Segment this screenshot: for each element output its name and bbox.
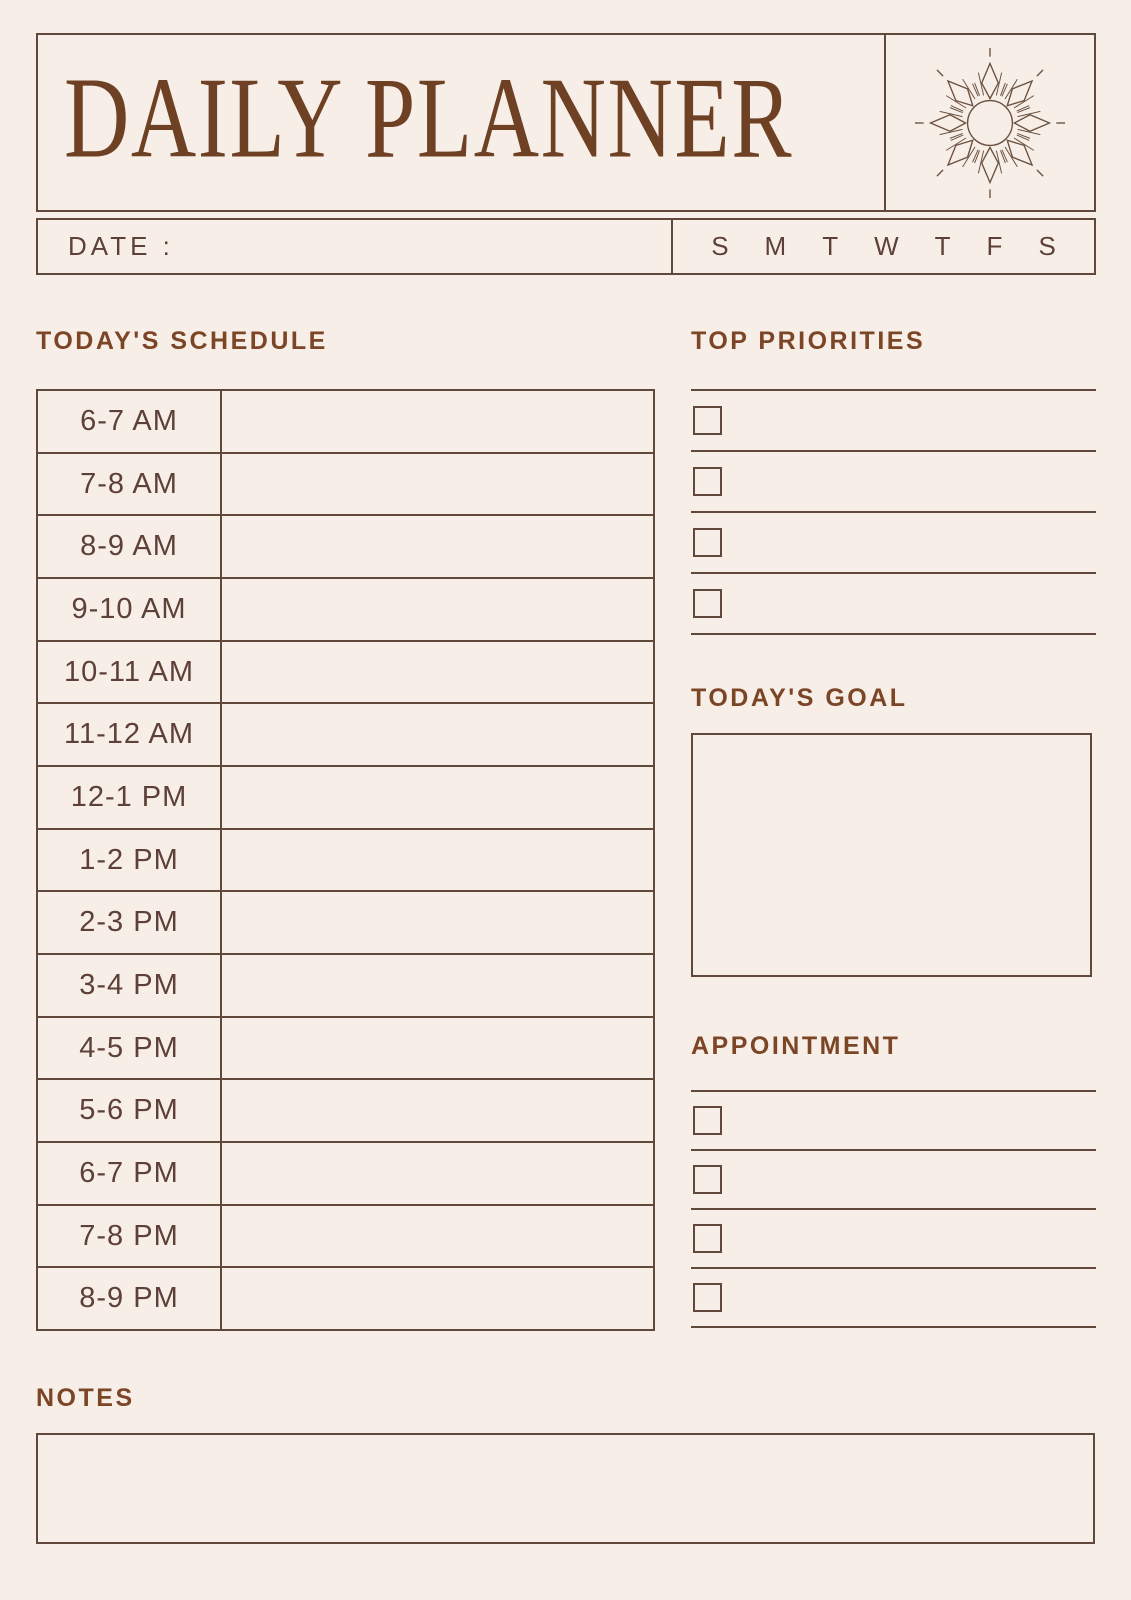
appointment-row (691, 1210, 1096, 1269)
schedule-time-label: 10-11 AM (38, 642, 222, 703)
priority-checkbox[interactable] (693, 589, 722, 618)
appointment-checkbox[interactable] (693, 1283, 722, 1312)
priority-write-line[interactable] (722, 452, 1096, 511)
appointment-write-line[interactable] (722, 1151, 1096, 1208)
schedule-row (38, 391, 653, 454)
schedule-time-label: 12-1 PM (38, 767, 222, 828)
day-letter[interactable]: S (1038, 231, 1056, 261)
goal-heading: TODAY'S GOAL (691, 684, 908, 712)
appointment-write-line[interactable] (722, 1269, 1096, 1326)
header (36, 33, 1096, 212)
schedule-row (38, 642, 653, 705)
priority-write-line[interactable] (722, 391, 1096, 450)
schedule-task-cell[interactable] (222, 1018, 653, 1079)
schedule-row (38, 1268, 653, 1329)
day-letter[interactable]: S (711, 231, 729, 261)
appointment-list (691, 1090, 1096, 1328)
date-row (36, 218, 1096, 275)
schedule-task-cell[interactable] (222, 1143, 653, 1204)
schedule-row (38, 955, 653, 1018)
schedule-time-label: 7-8 PM (38, 1206, 222, 1267)
priority-row (691, 391, 1096, 452)
schedule-time-label: 9-10 AM (38, 579, 222, 640)
schedule-row (38, 704, 653, 767)
schedule-row (38, 1080, 653, 1143)
schedule-task-cell[interactable] (222, 767, 653, 828)
schedule-task-cell[interactable] (222, 454, 653, 515)
schedule-task-cell[interactable] (222, 642, 653, 703)
notes-input-box[interactable] (36, 1433, 1095, 1544)
priority-checkbox[interactable] (693, 528, 722, 557)
schedule-row (38, 767, 653, 830)
goal-input-box[interactable] (691, 733, 1092, 977)
appointment-heading: APPOINTMENT (691, 1032, 901, 1060)
day-letter[interactable]: T (934, 231, 951, 261)
notes-heading: NOTES (36, 1384, 135, 1412)
schedule-time-label: 8-9 PM (38, 1268, 222, 1329)
day-letter[interactable]: F (986, 231, 1003, 261)
priority-row (691, 574, 1096, 635)
sun-icon (912, 45, 1068, 201)
appointment-row (691, 1151, 1096, 1210)
schedule-time-label: 4-5 PM (38, 1018, 222, 1079)
appointment-checkbox[interactable] (693, 1224, 722, 1253)
date-cell (38, 220, 673, 273)
schedule-row (38, 1018, 653, 1081)
day-letter[interactable]: W (874, 231, 899, 261)
schedule-row (38, 579, 653, 642)
schedule-row (38, 892, 653, 955)
appointment-checkbox[interactable] (693, 1165, 722, 1194)
priority-write-line[interactable] (722, 574, 1096, 633)
priority-write-line[interactable] (722, 513, 1096, 572)
schedule-time-label: 1-2 PM (38, 830, 222, 891)
schedule-row (38, 516, 653, 579)
schedule-task-cell[interactable] (222, 892, 653, 953)
schedule-row (38, 454, 653, 517)
appointment-row (691, 1269, 1096, 1328)
schedule-task-cell[interactable] (222, 830, 653, 891)
schedule-task-cell[interactable] (222, 391, 653, 452)
sun-panel (884, 35, 1094, 210)
schedule-time-label: 5-6 PM (38, 1080, 222, 1141)
schedule-time-label: 6-7 AM (38, 391, 222, 452)
appointment-write-line[interactable] (722, 1092, 1096, 1149)
priority-row (691, 452, 1096, 513)
schedule-task-cell[interactable] (222, 1268, 653, 1329)
priority-row (691, 513, 1096, 574)
schedule-task-cell[interactable] (222, 955, 653, 1016)
appointment-checkbox[interactable] (693, 1106, 722, 1135)
priorities-heading: TOP PRIORITIES (691, 327, 926, 355)
schedule-table (36, 389, 655, 1331)
weekday-selector (673, 220, 1094, 273)
schedule-time-label: 8-9 AM (38, 516, 222, 577)
page-title: DAILY PLANNER (64, 53, 794, 182)
date-input-area[interactable] (174, 220, 671, 273)
priority-checkbox[interactable] (693, 406, 722, 435)
schedule-time-label: 6-7 PM (38, 1143, 222, 1204)
schedule-time-label: 2-3 PM (38, 892, 222, 953)
appointment-write-line[interactable] (722, 1210, 1096, 1267)
day-letter[interactable]: M (764, 231, 787, 261)
schedule-task-cell[interactable] (222, 1206, 653, 1267)
schedule-task-cell[interactable] (222, 516, 653, 577)
schedule-time-label: 11-12 AM (38, 704, 222, 765)
schedule-time-label: 7-8 AM (38, 454, 222, 515)
appointment-row (691, 1092, 1096, 1151)
schedule-row (38, 1206, 653, 1269)
schedule-task-cell[interactable] (222, 1080, 653, 1141)
schedule-time-label: 3-4 PM (38, 955, 222, 1016)
schedule-task-cell[interactable] (222, 579, 653, 640)
day-letter[interactable]: T (822, 231, 839, 261)
schedule-row (38, 1143, 653, 1206)
priority-checkbox[interactable] (693, 467, 722, 496)
schedule-task-cell[interactable] (222, 704, 653, 765)
schedule-row (38, 830, 653, 893)
date-label: DATE : (68, 231, 174, 261)
schedule-heading: TODAY'S SCHEDULE (36, 327, 328, 355)
priorities-list (691, 389, 1096, 635)
